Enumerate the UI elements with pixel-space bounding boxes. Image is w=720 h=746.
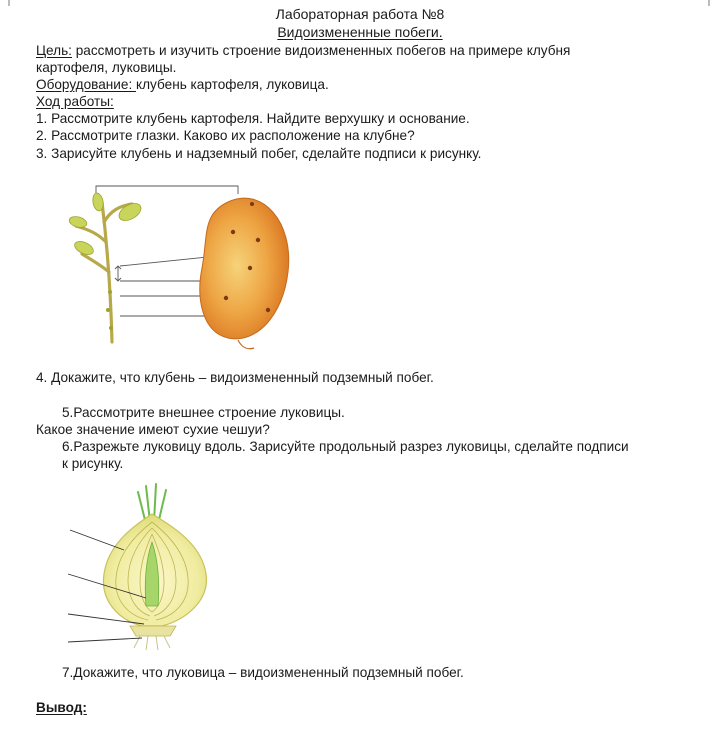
step-7: 7.Докажите, что луковица – видоизмененный подземный побег. bbox=[62, 665, 464, 680]
page-subtitle: Видоизмененные побеги. bbox=[277, 24, 443, 40]
procedure-heading: Ход работы: bbox=[36, 94, 114, 109]
goal-text: рассмотреть и изучить строение видоизмененных побегов на примере клубня bbox=[71, 43, 571, 58]
goal-line-2: картофеля, луковицы. bbox=[36, 60, 177, 75]
equipment-label: Оборудование: bbox=[36, 77, 137, 92]
equipment-text: клубень картофеля, луковица. bbox=[136, 77, 329, 92]
goal-label: Цель: bbox=[36, 43, 72, 58]
equipment-line bbox=[36, 76, 329, 93]
onion-illustration bbox=[60, 482, 224, 650]
step-4: 4. Докажите, что клубень – видоизмененный подземный побег. bbox=[36, 370, 434, 385]
step-3: 3. Зарисуйте клубень и надземный побег, сделайте подписи к рисунку. bbox=[36, 146, 482, 161]
step-5: 5.Рассмотрите внешнее строение луковицы. bbox=[62, 405, 345, 420]
step-5-question: Какое значение имеют сухие чешуи? bbox=[36, 422, 270, 437]
potato-illustration bbox=[62, 182, 294, 350]
step-2: 2. Рассмотрите глазки. Каково их расположение на клубне? bbox=[36, 128, 415, 143]
conclusion-label: Вывод: bbox=[36, 700, 87, 715]
step-1: 1. Рассмотрите клубень картофеля. Найдите верхушку и основание. bbox=[36, 111, 470, 126]
page-title: Лабораторная работа №8 bbox=[275, 6, 445, 22]
step-6: 6.Разрежьте луковицу вдоль. Зарисуйте продольный разрез луковицы, сделайте подписи bbox=[62, 439, 629, 454]
goal-line-1 bbox=[36, 42, 570, 59]
step-6-continued: к рисунку. bbox=[62, 456, 124, 471]
